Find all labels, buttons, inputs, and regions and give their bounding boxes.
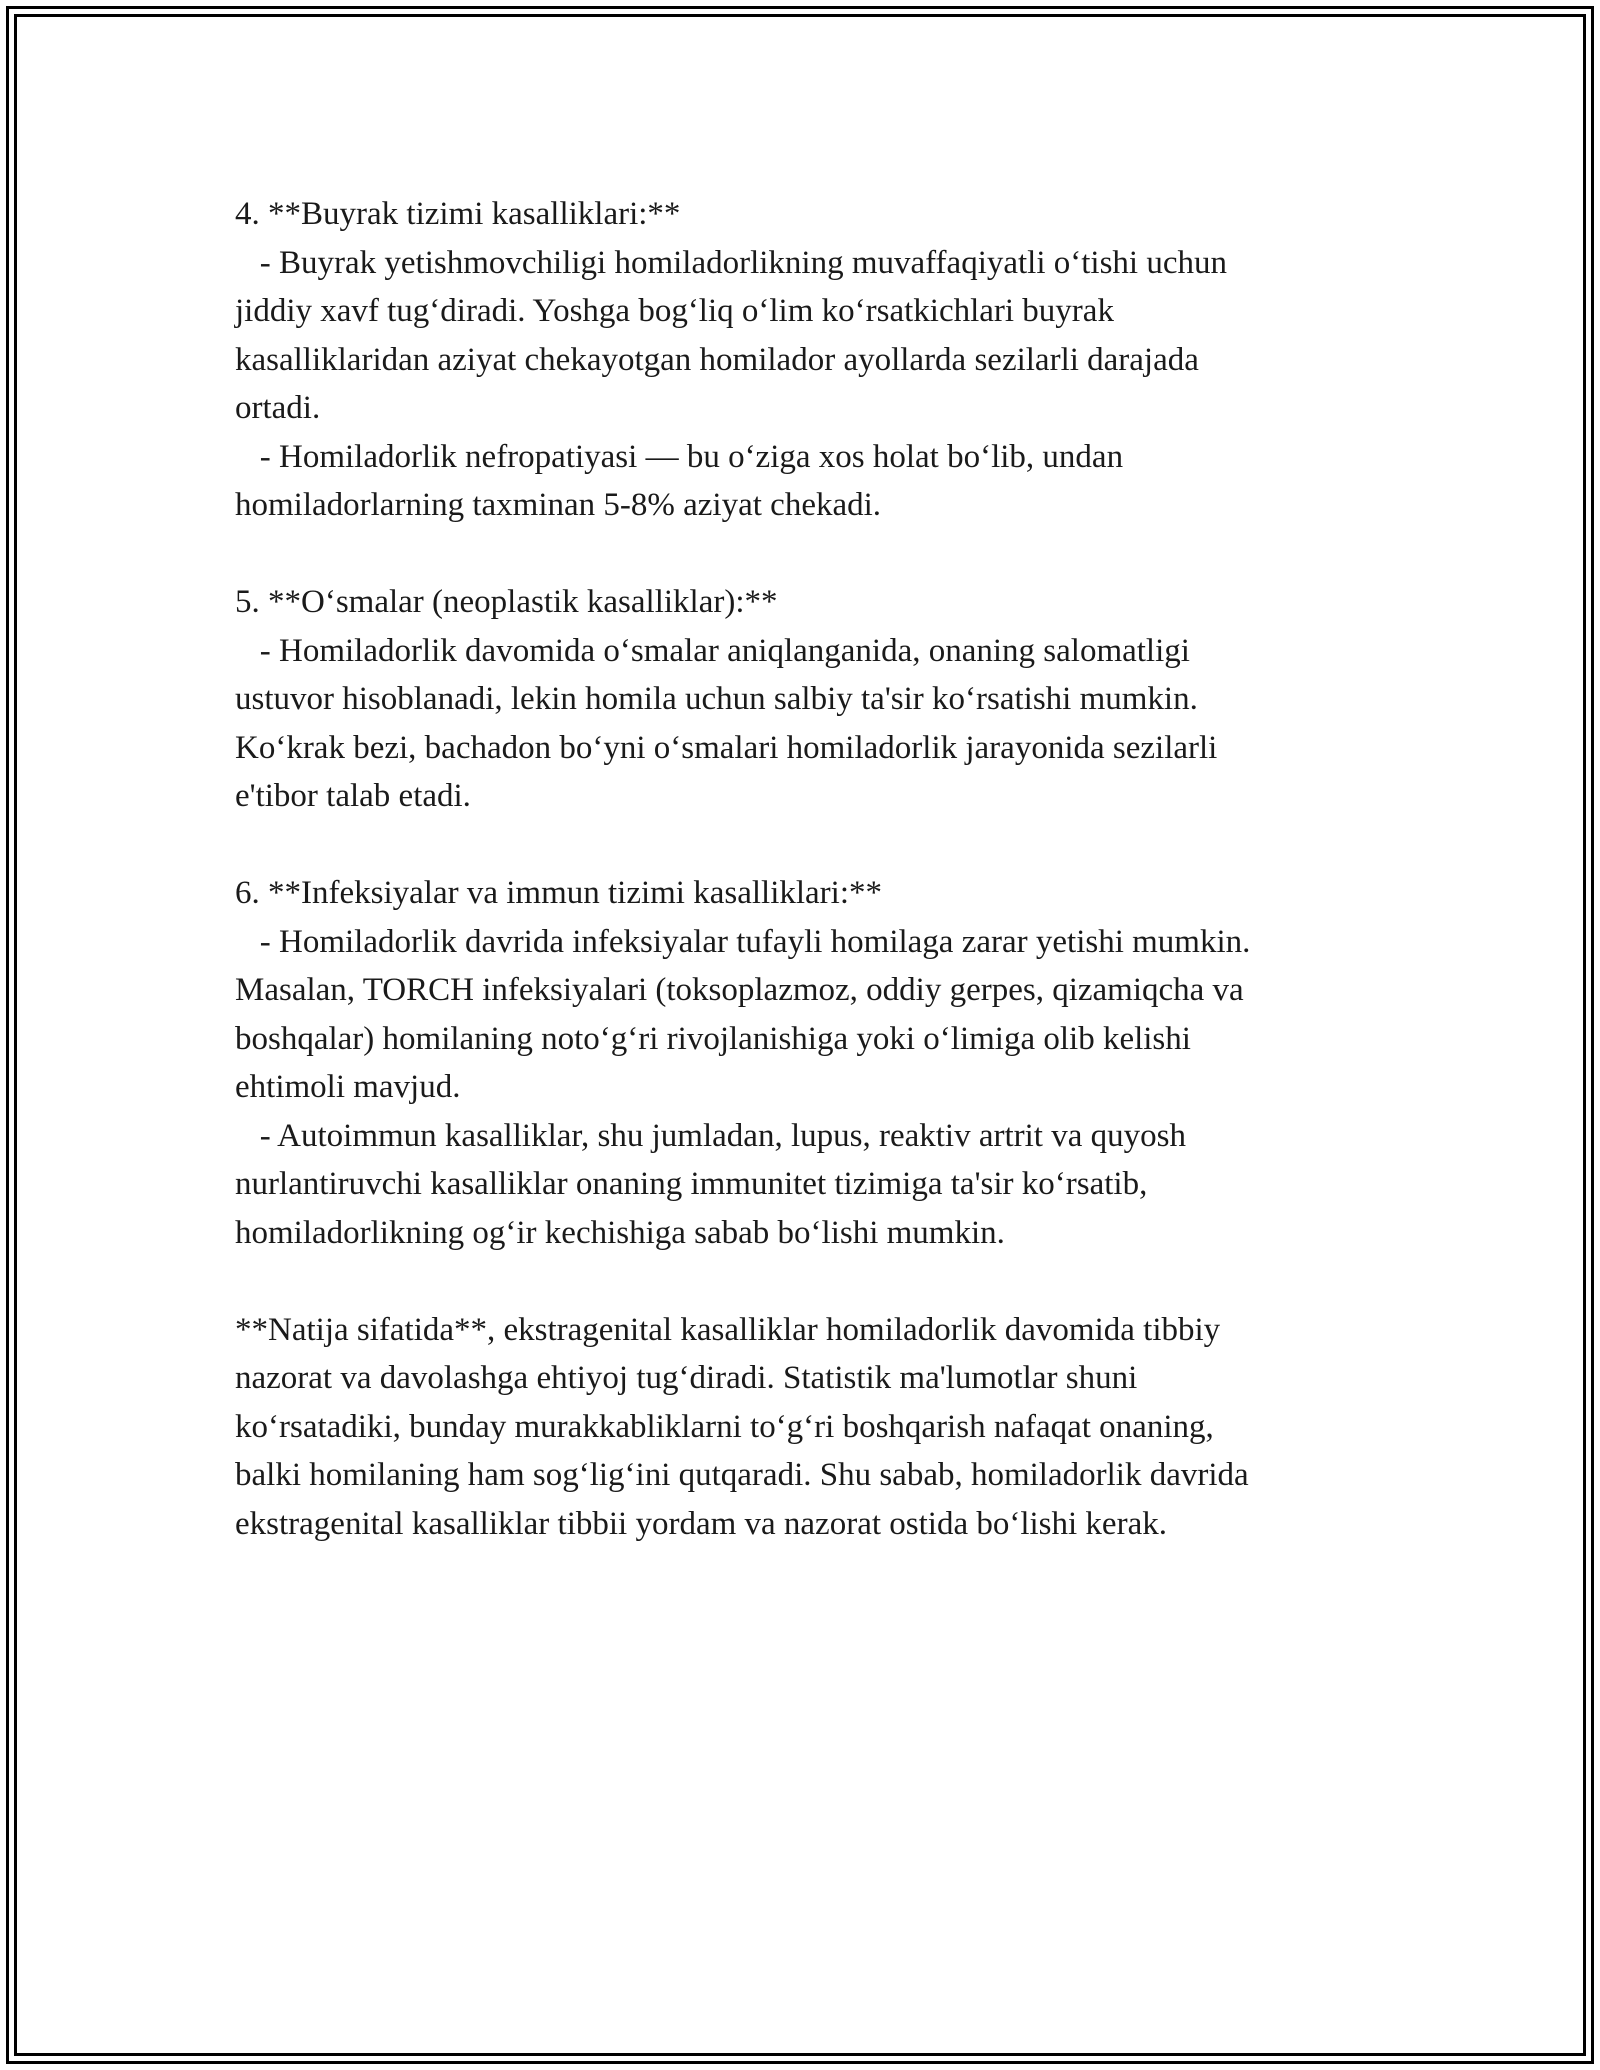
text-line: balki homilaning ham sog‘lig‘ini qutqaradi. Shu sabab, homiladorlik davrida	[235, 1457, 1249, 1493]
text-line: ustuvor hisoblanadi, lekin homila uchun salbiy ta'sir ko‘rsatishi mumkin.	[235, 681, 1198, 717]
document-body	[235, 190, 1385, 1548]
section-infections-immune	[235, 869, 1385, 1257]
text-line: Masalan, TORCH infeksiyalari (toksoplazmoz, oddiy gerpes, qizamiqcha va	[235, 972, 1244, 1008]
text-line: **Natija sifatida**, ekstragenital kasalliklar homiladorlik davomida tibbiy	[235, 1311, 1221, 1348]
text-line: Ko‘krak bezi, bachadon bo‘yni o‘smalari homiladorlik jarayonida sezilarli	[235, 729, 1218, 766]
section-conclusion	[235, 1306, 1385, 1549]
text-line: jiddiy xavf tug‘diradi. Yoshga bog‘liq o‘lim ko‘rsatkichlari buyrak	[235, 293, 1114, 329]
paragraph-spacer	[235, 530, 1385, 579]
text-line: ortadi.	[235, 390, 321, 426]
section-heading: 4. **Buyrak tizimi kasalliklari:**	[235, 196, 681, 232]
text-line: kasalliklaridan aziyat chekayotgan homilador ayollarda sezilarli darajada	[235, 341, 1199, 378]
section-kidney-diseases	[235, 190, 1385, 530]
text-line: e'tibor talab etadi.	[235, 778, 471, 814]
paragraph-spacer	[235, 1257, 1385, 1306]
text-line: - Homiladorlik davomida o‘smalar aniqlanganida, onaning salomatligi	[235, 632, 1190, 669]
text-line: boshqalar) homilaning noto‘g‘ri rivojlanishiga yoki o‘limiga olib kelishi	[235, 1020, 1191, 1057]
paragraph-spacer	[235, 821, 1385, 870]
text-line: homiladorlikning og‘ir kechishiga sabab bo‘lishi mumkin.	[235, 1214, 1005, 1251]
text-line: - Homiladorlik davrida infeksiyalar tufayli homilaga zarar yetishi mumkin.	[235, 923, 1251, 960]
text-line: - Buyrak yetishmovchiligi homiladorlikning muvaffaqiyatli o‘tishi uchun	[235, 244, 1227, 281]
text-line: nurlantiruvchi kasalliklar onaning immunitet tizimiga ta'sir ko‘rsatib,	[235, 1166, 1148, 1202]
text-line: - Autoimmun kasalliklar, shu jumladan, lupus, reaktiv artrit va quyosh	[235, 1117, 1186, 1154]
section-heading: 5. **O‘smalar (neoplastik kasalliklar):**	[235, 584, 778, 620]
text-line: homiladorlarning taxminan 5-8% aziyat chekadi.	[235, 487, 882, 523]
text-line: - Homiladorlik nefropatiyasi — bu o‘ziga xos holat bo‘lib, undan	[235, 438, 1124, 475]
section-heading: 6. **Infeksiyalar va immun tizimi kasalliklari:**	[235, 875, 883, 911]
text-line: ehtimoli mavjud.	[235, 1069, 461, 1105]
text-line: ekstragenital kasalliklar tibbii yordam va nazorat ostida bo‘lishi kerak.	[235, 1505, 1167, 1542]
text-line: ko‘rsatadiki, bunday murakkabliklarni to‘g‘ri boshqarish nafaqat onaning,	[235, 1408, 1214, 1445]
section-neoplastic-diseases	[235, 578, 1385, 821]
text-line: nazorat va davolashga ehtiyoj tug‘diradi. Statistik ma'lumotlar shuni	[235, 1360, 1138, 1396]
